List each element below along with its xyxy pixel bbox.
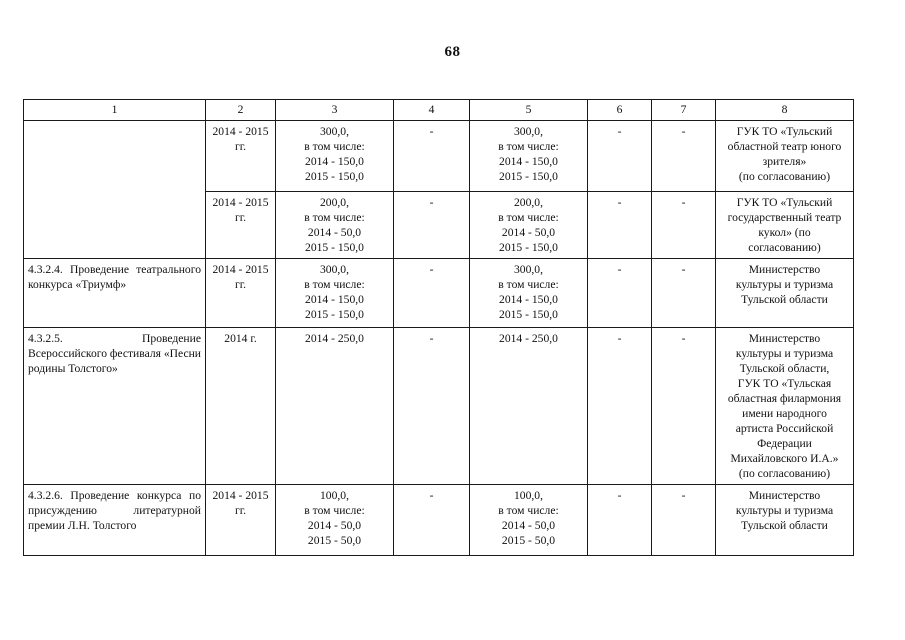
executor-cell: Министерство культуры и туризма Тульской области — [716, 485, 854, 556]
funding-col5-cell: 300,0, в том числе: 2014 - 150,0 2015 - 150,0 — [470, 121, 588, 192]
total-funding-cell: 300,0, в том числе: 2014 - 150,0 2015 - 150,0 — [276, 121, 394, 192]
event-name-cell: 4.3.2.4. Проведение театрального конкурса «Триумф» — [24, 259, 206, 328]
event-name-cell: 4.3.2.5. Проведение Всероссийского фестиваля «Песни родины Толстого» — [24, 328, 206, 485]
table-row — [24, 259, 854, 328]
period-cell: 2014 - 2015 гг. — [206, 259, 276, 328]
funding-col7-cell: - — [652, 121, 716, 192]
funding-col4-cell: - — [394, 485, 470, 556]
funding-col7-cell: - — [652, 328, 716, 485]
column-header-6: 6 — [588, 100, 652, 121]
period-cell: 2014 г. — [206, 328, 276, 485]
funding-col5-cell: 100,0, в том числе: 2014 - 50,0 2015 - 50,0 — [470, 485, 588, 556]
column-header-7: 7 — [652, 100, 716, 121]
header-row — [24, 100, 854, 121]
period-cell: 2014 - 2015 гг. — [206, 485, 276, 556]
column-header-4: 4 — [394, 100, 470, 121]
table-row — [24, 121, 854, 192]
funding-col6-cell: - — [588, 485, 652, 556]
program-table — [23, 99, 854, 556]
funding-col4-cell: - — [394, 121, 470, 192]
executor-cell: ГУК ТО «Тульский государственный театр кукол» (по согласованию) — [716, 192, 854, 259]
event-name-cell — [24, 121, 206, 259]
executor-cell: Министерство культуры и туризма Тульской области, ГУК ТО «Тульская областная филармония имени народного артиста Российской Федерации Михайловского И.А.» (по согласованию) — [716, 328, 854, 485]
funding-col6-cell: - — [588, 259, 652, 328]
column-header-1: 1 — [24, 100, 206, 121]
table-row — [24, 328, 854, 485]
funding-col4-cell: - — [394, 192, 470, 259]
column-header-2: 2 — [206, 100, 276, 121]
funding-col5-cell: 2014 - 250,0 — [470, 328, 588, 485]
column-header-8: 8 — [716, 100, 854, 121]
funding-col6-cell: - — [588, 192, 652, 259]
period-cell: 2014 - 2015 гг. — [206, 192, 276, 259]
funding-col6-cell: - — [588, 328, 652, 485]
funding-col6-cell: - — [588, 121, 652, 192]
funding-col4-cell: - — [394, 328, 470, 485]
period-cell: 2014 - 2015 гг. — [206, 121, 276, 192]
total-funding-cell: 100,0, в том числе: 2014 - 50,0 2015 - 50,0 — [276, 485, 394, 556]
total-funding-cell: 2014 - 250,0 — [276, 328, 394, 485]
column-header-5: 5 — [470, 100, 588, 121]
funding-col7-cell: - — [652, 485, 716, 556]
executor-cell: Министерство культуры и туризма Тульской области — [716, 259, 854, 328]
funding-col5-cell: 200,0, в том числе: 2014 - 50,0 2015 - 150,0 — [470, 192, 588, 259]
table-row — [24, 485, 854, 556]
executor-cell: ГУК ТО «Тульский областной театр юного зрителя» (по согласованию) — [716, 121, 854, 192]
funding-col7-cell: - — [652, 259, 716, 328]
funding-col7-cell: - — [652, 192, 716, 259]
column-header-3: 3 — [276, 100, 394, 121]
total-funding-cell: 200,0, в том числе: 2014 - 50,0 2015 - 150,0 — [276, 192, 394, 259]
total-funding-cell: 300,0, в том числе: 2014 - 150,0 2015 - 150,0 — [276, 259, 394, 328]
page-number: 68 — [444, 44, 461, 60]
funding-col5-cell: 300,0, в том числе: 2014 - 150,0 2015 - 150,0 — [470, 259, 588, 328]
funding-col4-cell: - — [394, 259, 470, 328]
event-name-cell: 4.3.2.6. Проведение конкурса по присуждению литературной премии Л.Н. Толстого — [24, 485, 206, 556]
